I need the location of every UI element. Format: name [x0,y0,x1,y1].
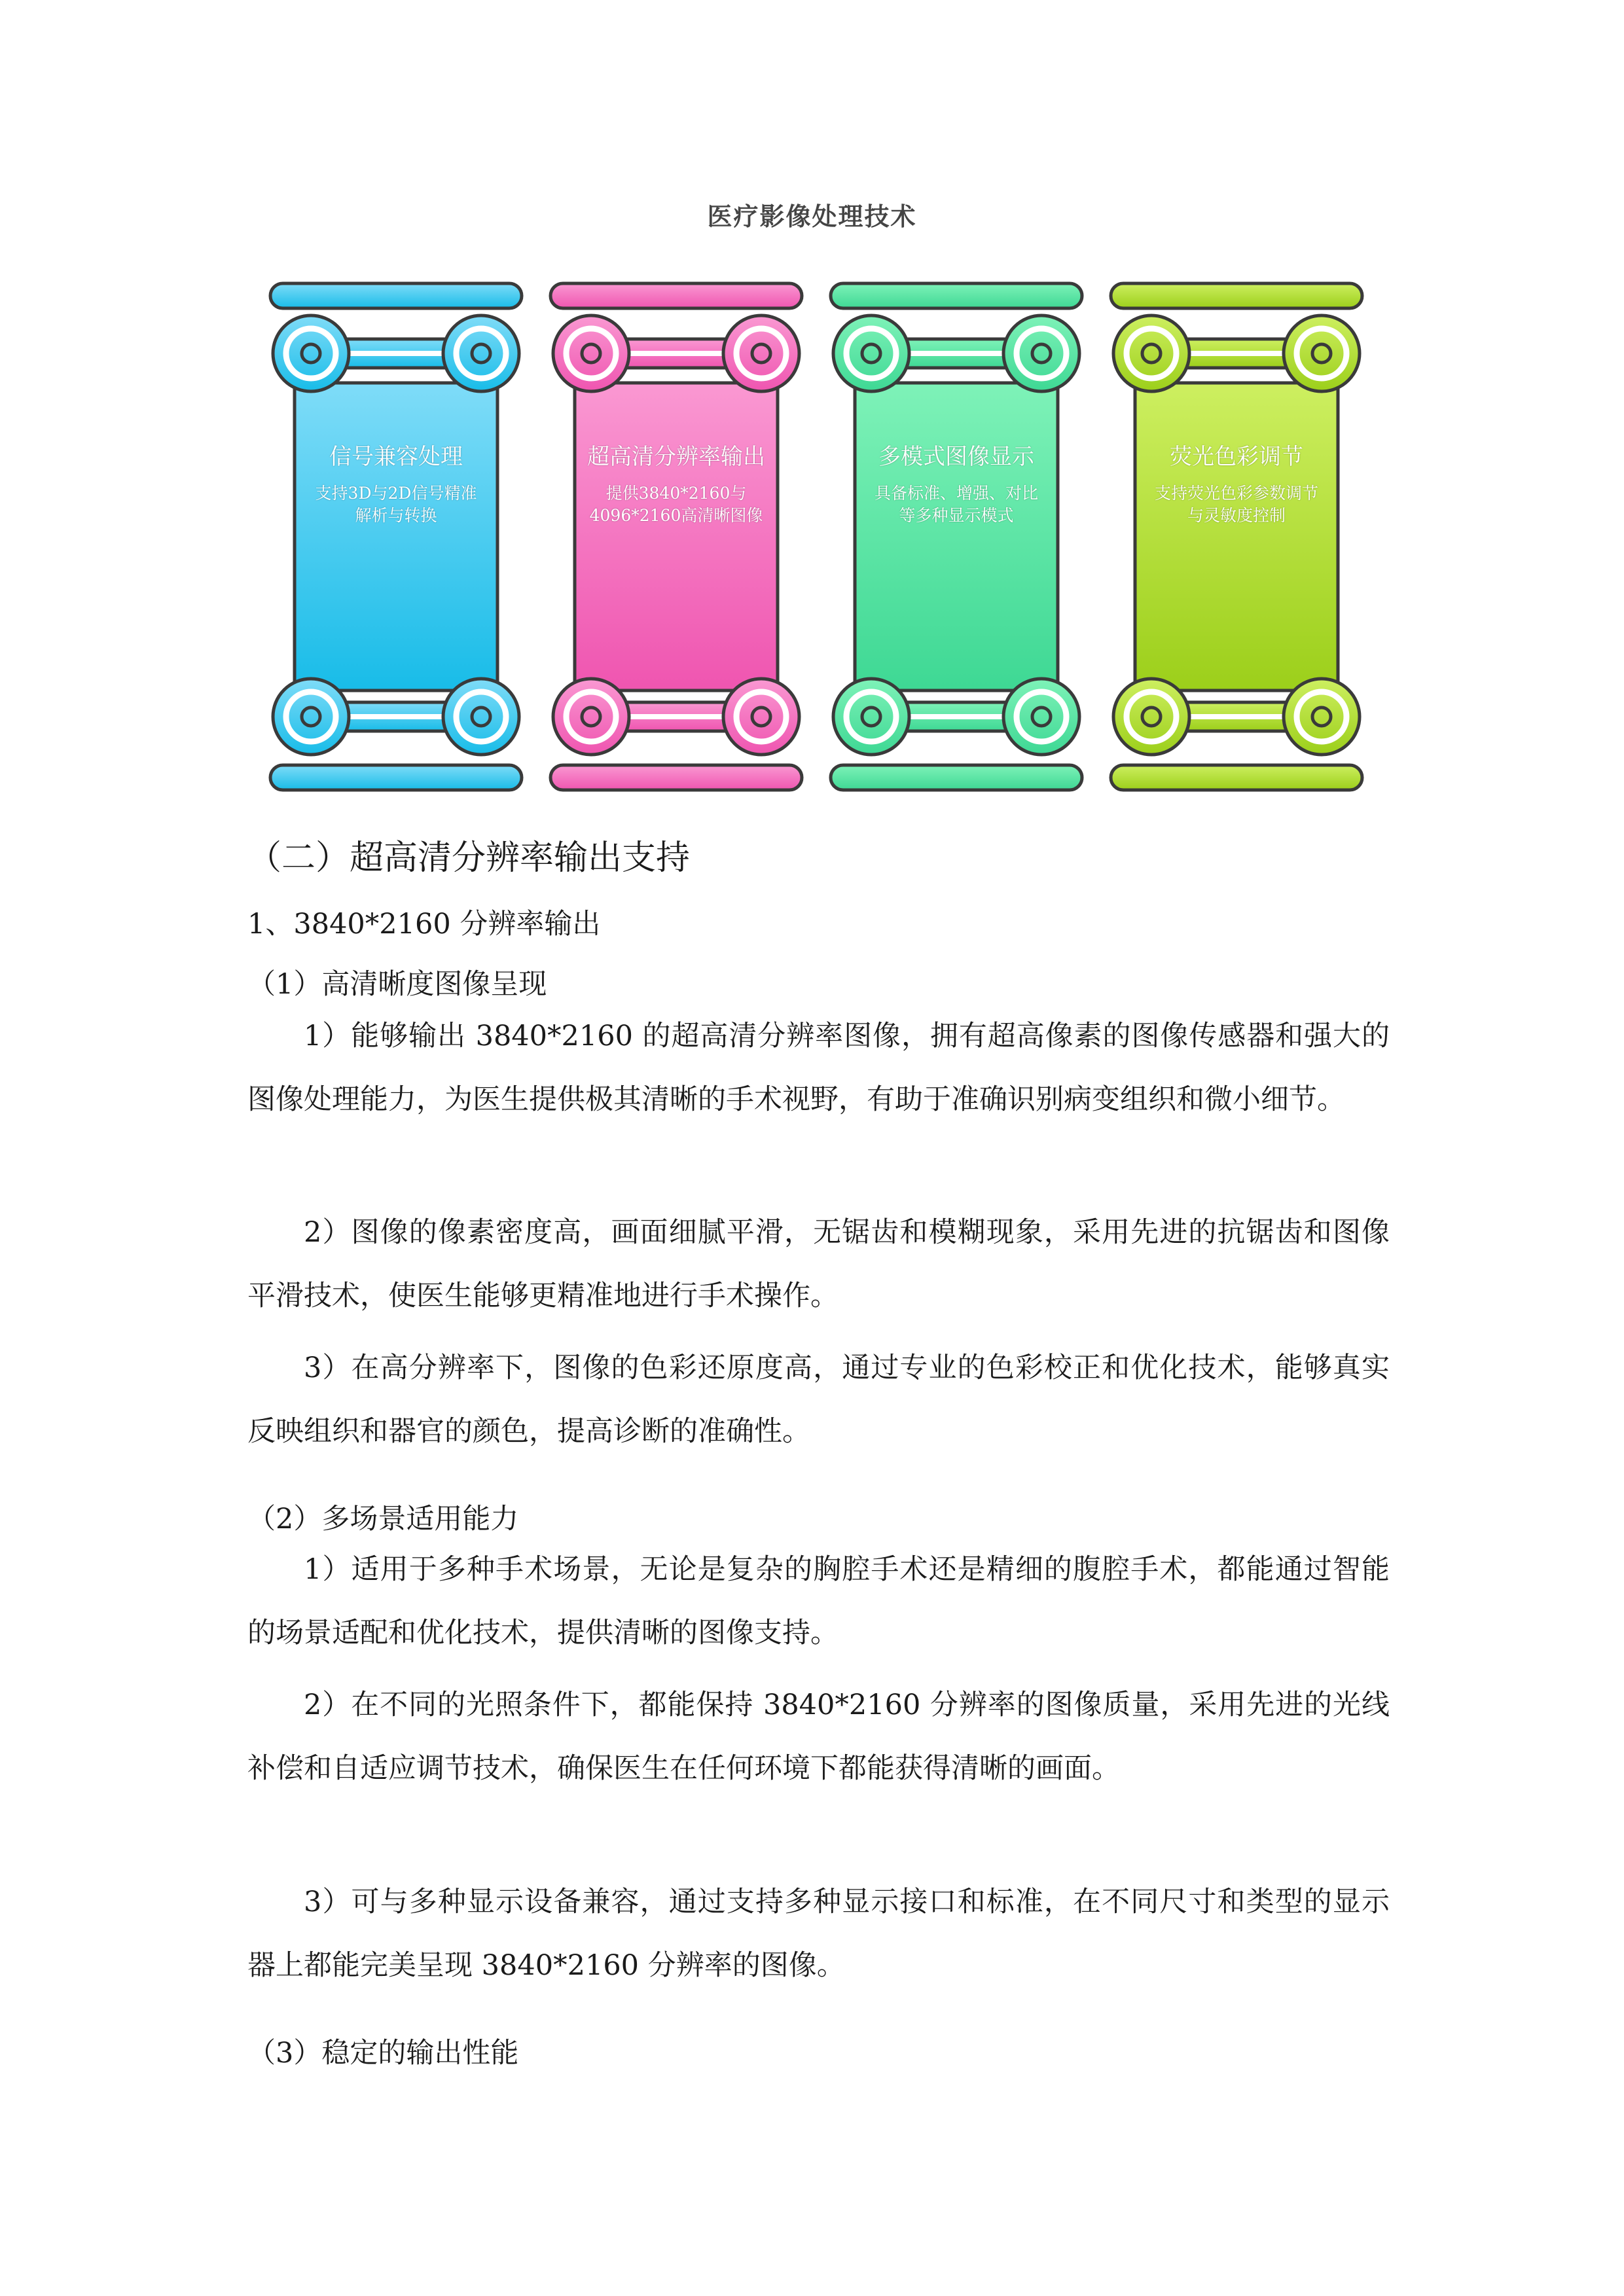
pillar-fluorescence-color [1106,278,1367,795]
paragraph: 3）在高分辨率下，图像的色彩还原度高，通过专业的色彩校正和优化技术，能够真实反映组织和器官的颜色，提高诊断的准确性。 [247,1352,1390,1448]
pillar-multi-mode-display [825,278,1087,795]
paragraph: 2）图像的像素密度高，画面细腻平滑，无锯齿和模糊现象，采用先进的抗锯齿和图像平滑技术，使医生能够更精准地进行手术操作。 [247,1216,1390,1312]
item-heading-multi-scene: （2）多场景适用能力 [247,1503,519,1535]
paragraph: 3）可与多种显示设备兼容，通过支持多种显示接口和标准，在不同尺寸和类型的显示器上都能完美呈现 3840*2160 分辨率的图像。 [247,1886,1390,1982]
item-heading-stable-output: （3）稳定的输出性能 [247,2037,519,2070]
pillar-shape [1106,278,1367,795]
paragraph: 1）适用于多种手术场景，无论是复杂的胸腔手术还是精细的腹腔手术，都能通过智能的场景适配和优化技术，提供清晰的图像支持。 [247,1553,1390,1649]
pillar-title: 信号兼容处理 [329,444,463,470]
pillar-description: 具备标准、增强、对比等多种显示模式 [874,484,1038,525]
pillar-description: 支持3D与2D信号精准解析与转换 [315,484,477,525]
pillar-description: 提供3840*2160与4096*2160高清晰图像 [589,484,763,525]
pillar-uhd-output [545,278,807,795]
section-heading: （二）超高清分辨率输出支持 [247,838,691,878]
pillar-signal-compat [265,278,527,795]
pillar-shape [265,278,527,795]
paragraph: 1）能够输出 3840*2160 的超高清分辨率图像，拥有超高像素的图像传感器和强大的图像处理能力，为医生提供极其清晰的手术视野，有助于准确识别病变组织和微小细节。 [247,1020,1390,1116]
infographic-title: 医疗影像处理技术 [707,202,917,231]
pillar-title: 超高清分辨率输出 [587,444,765,470]
paragraph: 2）在不同的光照条件下，都能保持 3840*2160 分辨率的图像质量，采用先进的光线补偿和自适应调节技术，确保医生在任何环境下都能获得清晰的画面。 [247,1689,1390,1785]
pillar-title: 多模式图像显示 [878,444,1034,470]
pillar-shape [825,278,1087,795]
pillar-title: 荧光色彩调节 [1170,444,1303,470]
pillar-description: 支持荧光色彩参数调节与灵敏度控制 [1154,484,1318,525]
item-heading-hd-image: （1）高清晰度图像呈现 [247,968,547,1001]
pillar-shape [545,278,807,795]
subheading-resolution: 1、3840*2160 分辨率输出 [247,908,601,941]
